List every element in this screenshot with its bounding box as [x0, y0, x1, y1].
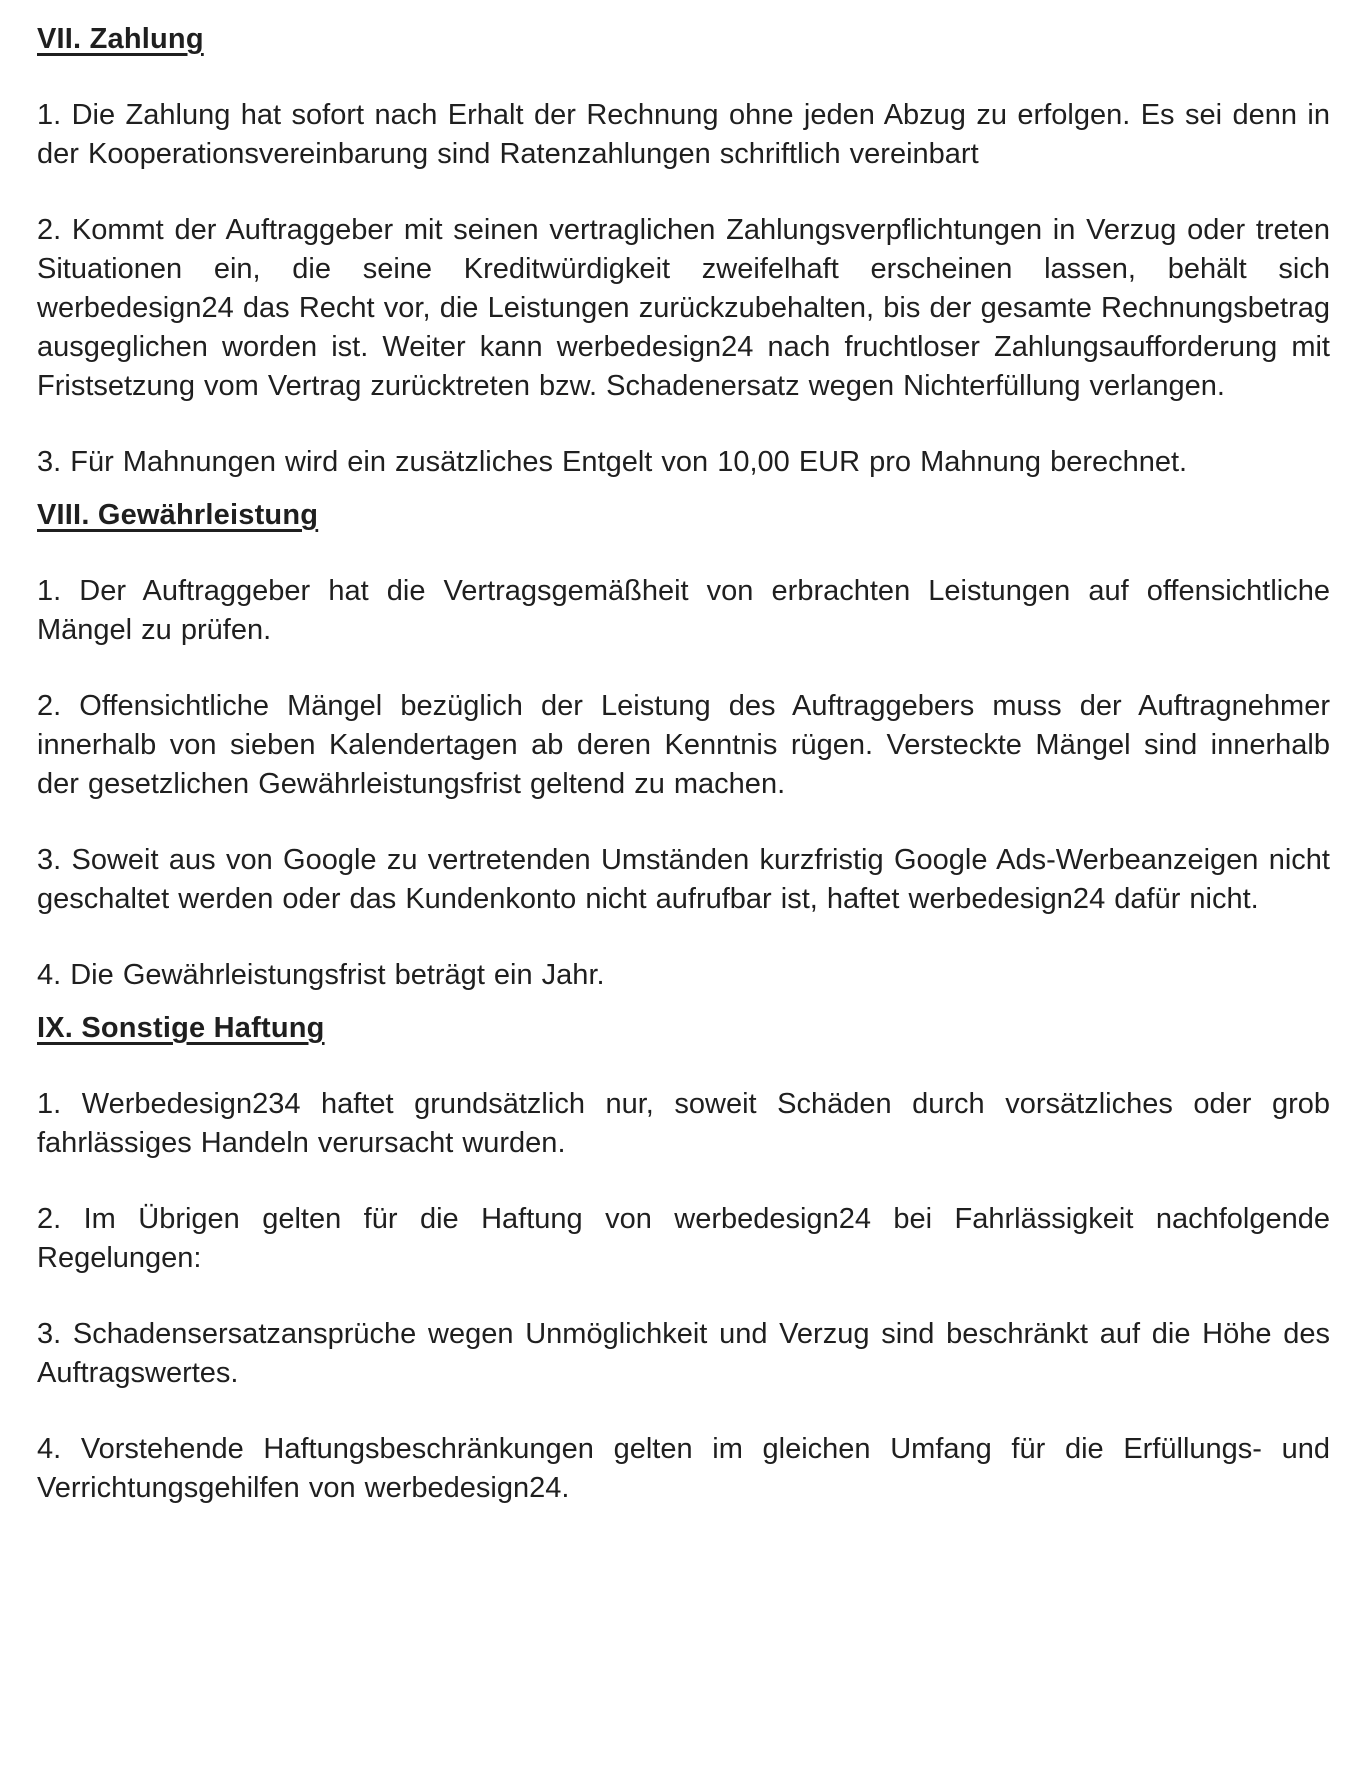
paragraph: 2. Im Übrigen gelten für die Haftung von werbedesign24 bei Fahrlässigkeit nachfolgende Regelungen: — [37, 1203, 1330, 1274]
paragraph: 3. Schadensersatzansprüche wegen Unmöglichkeit und Verzug sind beschränkt auf die Höhe des Auftragswertes. — [37, 1318, 1330, 1389]
section-vii-zahlung — [37, 20, 1330, 482]
paragraph: 3. Soweit aus von Google zu vertretenden Umständen kurzfristig Google Ads-Werbeanzeigen nicht geschaltet werden oder das Kundenkonto nicht aufrufbar ist, haftet werbedesign24 dafür nicht. — [37, 844, 1330, 915]
paragraph: 4. Vorstehende Haftungsbeschränkungen gelten im gleichen Umfang für die Erfüllungs- und Verrichtungsgehilfen von werbedesign24. — [37, 1433, 1330, 1504]
paragraph: 1. Die Zahlung hat sofort nach Erhalt der Rechnung ohne jeden Abzug zu erfolgen. Es sei denn in der Kooperationsvereinbarung sind Ratenzahlungen schriftlich vereinbart — [37, 99, 1330, 170]
paragraph: 2. Offensichtliche Mängel bezüglich der Leistung des Auftraggebers muss der Auftragnehmer innerhalb von sieben Kalendertagen ab deren Kenntnis rügen. Versteckte Mängel sind innerhalb der gesetzlichen Gewährleistungsfrist geltend zu machen. — [37, 690, 1330, 800]
section-viii-gewaehrleistung — [37, 496, 1330, 995]
paragraph: 3. Für Mahnungen wird ein zusätzliches Entgelt von 10,00 EUR pro Mahnung berechnet. — [37, 446, 1188, 478]
paragraph: 4. Die Gewährleistungsfrist beträgt ein Jahr. — [37, 959, 605, 991]
section-heading: VII. Zahlung — [37, 23, 204, 55]
section-ix-sonstige-haftung — [37, 1009, 1330, 1508]
paragraph: 1. Werbedesign234 haftet grundsätzlich nur, soweit Schäden durch vorsätzliches oder grob fahrlässiges Handeln verursacht wurden. — [37, 1088, 1330, 1159]
paragraph: 1. Der Auftraggeber hat die Vertragsgemäßheit von erbrachten Leistungen auf offensichtliche Mängel zu prüfen. — [37, 575, 1330, 646]
section-heading: IX. Sonstige Haftung — [37, 1012, 325, 1044]
paragraph: 2. Kommt der Auftraggeber mit seinen vertraglichen Zahlungsverpflichtungen in Verzug oder treten Situationen ein, die seine Kreditwürdigkeit zweifelhaft erscheinen lassen, behält sich werbedesign24 das Recht vor, die Leistungen zurückzubehalten, bis der gesamte Rechnungsbetrag ausgeglichen worden ist. Weiter kann werbedesign24 nach fruchtloser Zahlungsaufforderung mit Fristsetzung vom Vertrag zurücktreten bzw. Schadenersatz wegen Nichterfüllung verlangen. — [37, 214, 1330, 402]
section-heading: VIII. Gewährleistung — [37, 499, 319, 531]
